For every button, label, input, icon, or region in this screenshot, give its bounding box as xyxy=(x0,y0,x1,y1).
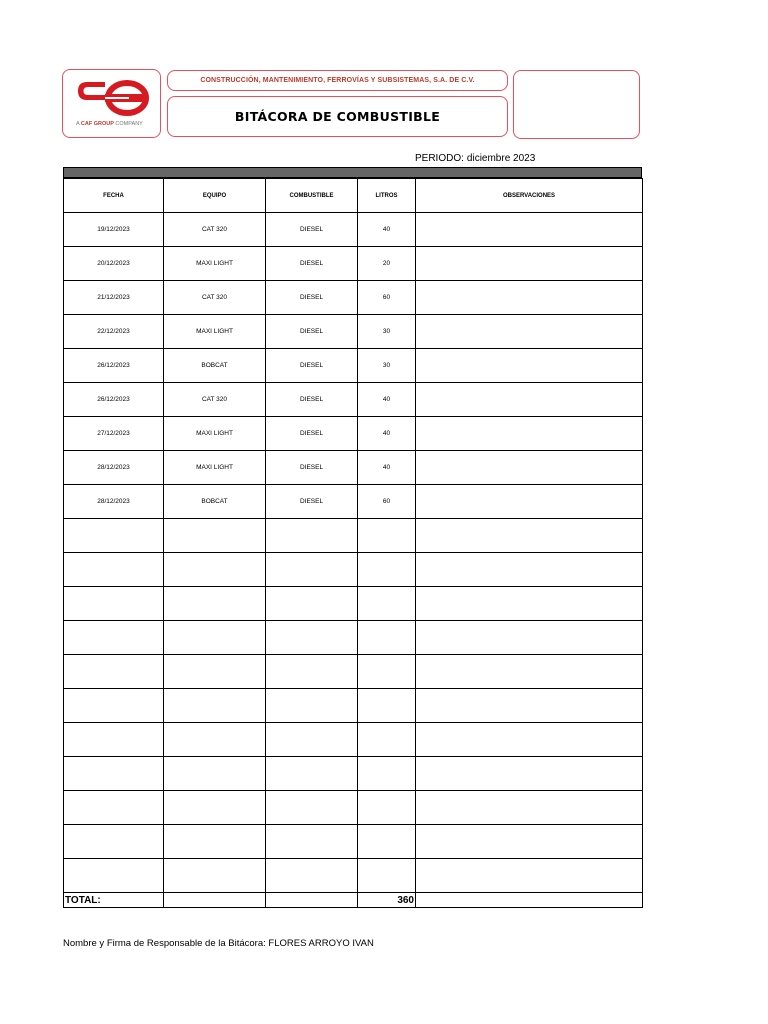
fuel-cell xyxy=(266,757,358,791)
observations-cell xyxy=(416,417,643,451)
fuel-cell: DIESEL xyxy=(266,213,358,247)
company-name-box xyxy=(167,70,508,91)
liters-cell: 60 xyxy=(358,281,416,315)
table-row xyxy=(64,553,643,587)
observations-cell xyxy=(416,757,643,791)
liters-cell xyxy=(358,553,416,587)
fuel-cell xyxy=(266,723,358,757)
liters-cell: 30 xyxy=(358,315,416,349)
responsible-label: Nombre y Firma de Responsable de la Bitácora: xyxy=(63,938,266,949)
table-row xyxy=(64,281,643,315)
liters-cell: 30 xyxy=(358,349,416,383)
fuel-cell: DIESEL xyxy=(266,383,358,417)
column-header: COMBUSTIBLE xyxy=(266,179,358,213)
date-cell xyxy=(64,757,164,791)
observations-cell xyxy=(416,621,643,655)
period-value: diciembre 2023 xyxy=(466,153,536,164)
fuel-cell xyxy=(266,553,358,587)
date-cell xyxy=(64,587,164,621)
table-row xyxy=(64,485,643,519)
equipment-cell: BOBCAT xyxy=(164,485,266,519)
fuel-cell xyxy=(266,655,358,689)
table-row xyxy=(64,791,643,825)
observations-cell xyxy=(416,587,643,621)
period-label: PERIODO: xyxy=(415,153,464,164)
date-cell xyxy=(64,689,164,723)
equipment-cell: BOBCAT xyxy=(164,349,266,383)
equipment-cell xyxy=(164,621,266,655)
fuel-cell xyxy=(266,791,358,825)
equipment-cell xyxy=(164,723,266,757)
total-liters: 360 xyxy=(358,893,416,908)
date-cell xyxy=(64,655,164,689)
equipment-cell: MAXI LIGHT xyxy=(164,417,266,451)
date-cell: 28/12/2023 xyxy=(64,485,164,519)
date-cell xyxy=(64,825,164,859)
total-empty-cell xyxy=(416,893,643,908)
liters-cell xyxy=(358,791,416,825)
date-cell: 21/12/2023 xyxy=(64,281,164,315)
fuel-cell: DIESEL xyxy=(266,349,358,383)
equipment-cell: CAT 320 xyxy=(164,213,266,247)
fuel-cell: DIESEL xyxy=(266,451,358,485)
observations-cell xyxy=(416,281,643,315)
equipment-cell: CAT 320 xyxy=(164,281,266,315)
observations-cell xyxy=(416,791,643,825)
responsible-name: FLORES ARROYO IVAN xyxy=(268,938,374,949)
date-cell xyxy=(64,621,164,655)
fuel-log-table xyxy=(63,178,643,908)
fuel-cell xyxy=(266,621,358,655)
liters-cell: 40 xyxy=(358,383,416,417)
date-cell: 28/12/2023 xyxy=(64,451,164,485)
column-header: OBSERVACIONES xyxy=(416,179,643,213)
liters-cell: 20 xyxy=(358,247,416,281)
observations-cell xyxy=(416,213,643,247)
logo-box xyxy=(62,69,161,138)
equipment-cell xyxy=(164,689,266,723)
observations-cell xyxy=(416,485,643,519)
observations-cell xyxy=(416,723,643,757)
equipment-cell xyxy=(164,587,266,621)
equipment-cell xyxy=(164,757,266,791)
table-row xyxy=(64,213,643,247)
date-cell: 27/12/2023 xyxy=(64,417,164,451)
table-row xyxy=(64,689,643,723)
column-header: FECHA xyxy=(64,179,164,213)
table-row xyxy=(64,383,643,417)
equipment-cell xyxy=(164,655,266,689)
liters-cell xyxy=(358,519,416,553)
date-cell: 19/12/2023 xyxy=(64,213,164,247)
date-cell xyxy=(64,859,164,893)
fuel-cell xyxy=(266,689,358,723)
table-row xyxy=(64,825,643,859)
equipment-cell: CAT 320 xyxy=(164,383,266,417)
table-row xyxy=(64,417,643,451)
fuel-cell xyxy=(266,519,358,553)
column-header: EQUIPO xyxy=(164,179,266,213)
fuel-cell: DIESEL xyxy=(266,417,358,451)
observations-cell xyxy=(416,451,643,485)
table-row xyxy=(64,723,643,757)
date-cell: 22/12/2023 xyxy=(64,315,164,349)
observations-cell xyxy=(416,383,643,417)
caf-logo-icon xyxy=(75,76,151,120)
fuel-cell: DIESEL xyxy=(266,485,358,519)
column-header: LITROS xyxy=(358,179,416,213)
equipment-cell xyxy=(164,859,266,893)
table-row xyxy=(64,859,643,893)
period-line xyxy=(415,153,535,164)
fuel-cell: DIESEL xyxy=(266,247,358,281)
total-empty-cell xyxy=(266,893,358,908)
company-name: CONSTRUCCIÓN, MANTENIMIENTO, FERROVÍAS Y SUBSISTEMAS, S.A. DE C.V. xyxy=(200,77,475,84)
date-cell xyxy=(64,519,164,553)
equipment-cell: MAXI LIGHT xyxy=(164,315,266,349)
observations-cell xyxy=(416,247,643,281)
observations-cell xyxy=(416,519,643,553)
table-row xyxy=(64,655,643,689)
table-row xyxy=(64,349,643,383)
total-label: TOTAL: xyxy=(64,893,164,908)
table-header-row xyxy=(64,179,643,213)
document-title: BITÁCORA DE COMBUSTIBLE xyxy=(234,109,441,124)
total-empty-cell xyxy=(164,893,266,908)
title-box xyxy=(167,96,508,137)
observations-cell xyxy=(416,689,643,723)
liters-cell xyxy=(358,655,416,689)
liters-cell xyxy=(358,825,416,859)
date-cell: 26/12/2023 xyxy=(64,383,164,417)
responsible-signature-line xyxy=(63,938,374,949)
table-row xyxy=(64,621,643,655)
date-cell: 26/12/2023 xyxy=(64,349,164,383)
liters-cell xyxy=(358,757,416,791)
equipment-cell: MAXI LIGHT xyxy=(164,451,266,485)
liters-cell xyxy=(358,621,416,655)
liters-cell xyxy=(358,859,416,893)
date-cell xyxy=(64,723,164,757)
observations-cell xyxy=(416,655,643,689)
total-row xyxy=(64,893,643,908)
liters-cell xyxy=(358,723,416,757)
observations-cell xyxy=(416,315,643,349)
table-row xyxy=(64,519,643,553)
equipment-cell xyxy=(164,553,266,587)
liters-cell xyxy=(358,689,416,723)
table-body xyxy=(64,213,643,893)
fuel-cell: DIESEL xyxy=(266,281,358,315)
liters-cell: 40 xyxy=(358,213,416,247)
observations-cell xyxy=(416,553,643,587)
date-cell xyxy=(64,553,164,587)
equipment-cell xyxy=(164,791,266,825)
table-row xyxy=(64,587,643,621)
fuel-cell: DIESEL xyxy=(266,315,358,349)
observations-cell xyxy=(416,825,643,859)
liters-cell: 60 xyxy=(358,485,416,519)
date-cell: 20/12/2023 xyxy=(64,247,164,281)
fuel-cell xyxy=(266,587,358,621)
liters-cell: 40 xyxy=(358,451,416,485)
table-row xyxy=(64,451,643,485)
liters-cell: 40 xyxy=(358,417,416,451)
equipment-cell: MAXI LIGHT xyxy=(164,247,266,281)
equipment-cell xyxy=(164,519,266,553)
fuel-cell xyxy=(266,825,358,859)
equipment-cell xyxy=(164,825,266,859)
observations-cell xyxy=(416,859,643,893)
date-cell xyxy=(64,791,164,825)
table-row xyxy=(64,757,643,791)
logo-tagline: A CAF GROUP COMPANY xyxy=(76,121,143,127)
fuel-cell xyxy=(266,859,358,893)
observations-cell xyxy=(416,349,643,383)
table-header-bar xyxy=(63,167,642,178)
table-row xyxy=(64,247,643,281)
table-row xyxy=(64,315,643,349)
liters-cell xyxy=(358,587,416,621)
blank-header-box xyxy=(513,70,640,139)
